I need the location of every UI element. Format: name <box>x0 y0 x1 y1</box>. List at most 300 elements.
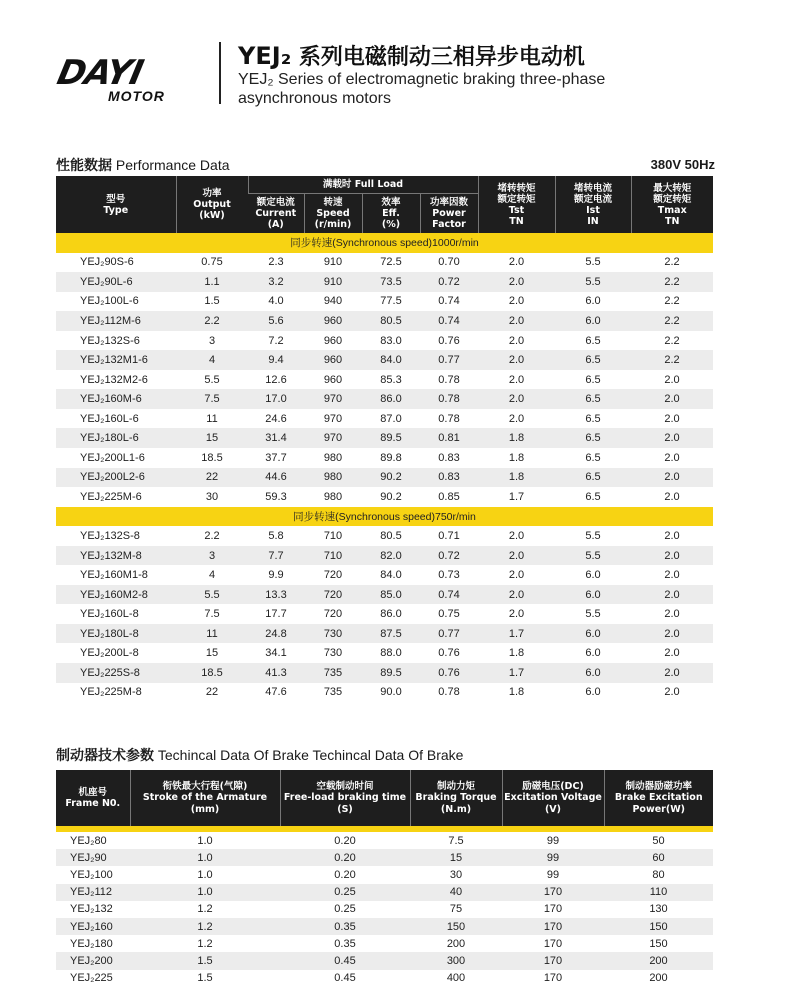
table-row <box>56 683 713 703</box>
col-braking-torque <box>410 770 502 826</box>
cell-eff: 77.5 <box>380 295 402 308</box>
cell-power-factor: 0.78 <box>420 389 478 409</box>
cell-output: 5.5 <box>204 373 220 386</box>
cell-excitation-power: 80 <box>652 868 665 881</box>
speed-group-label: 同步转速(Synchronous speed)1000r/min <box>56 233 713 253</box>
cell-type: YEJ₂160M-6 <box>56 389 176 409</box>
cell-excitation-power: 150 <box>604 918 713 935</box>
cell-tmax: 2.0 <box>631 389 713 409</box>
cell-type: YEJ₂132M2-6 <box>80 373 148 386</box>
page-title-cn <box>238 40 585 71</box>
col-tmax-unit: TN <box>665 215 680 227</box>
cell-tmax: 2.0 <box>664 569 680 582</box>
cell-braking-time: 0.25 <box>280 884 410 901</box>
col-pf-cn: 功率因数 <box>430 196 469 208</box>
table-row <box>56 331 713 351</box>
cell-speed: 980 <box>304 468 362 488</box>
cell-type: YEJ₂90S-6 <box>80 256 134 269</box>
cell-ist: 6.0 <box>555 624 631 644</box>
col-speed-unit: (r/min) <box>314 218 352 230</box>
cell-power-factor: 0.74 <box>420 311 478 331</box>
page-header <box>0 0 789 130</box>
cell-stroke: 1.0 <box>197 834 213 847</box>
col-excitation-voltage-en: Excitation Voltage <box>504 792 602 804</box>
cell-output: 15 <box>205 647 219 660</box>
table-row <box>56 866 713 883</box>
cell-speed: 910 <box>323 256 343 269</box>
col-current-unit: (A) <box>267 218 284 230</box>
cell-ist: 6.0 <box>555 663 631 683</box>
cell-current: 5.8 <box>268 529 284 542</box>
cell-tmax: 2.0 <box>631 663 713 683</box>
cell-power-factor: 0.78 <box>438 373 460 386</box>
cell-type: YEJ₂180L-6 <box>56 428 176 448</box>
col-eff <box>362 193 420 233</box>
cell-tst: 2.0 <box>478 389 555 409</box>
cell-speed: 970 <box>304 428 362 448</box>
cell-tmax: 2.0 <box>631 428 713 448</box>
cell-type: YEJ₂225M-6 <box>80 490 142 503</box>
cell-eff: 88.0 <box>380 647 402 660</box>
col-eff-cn: 效率 <box>381 196 401 208</box>
cell-output: 4 <box>208 569 216 582</box>
cell-ist: 6.5 <box>585 451 601 464</box>
cell-current: 3.2 <box>248 272 304 292</box>
cell-tmax: 2.0 <box>631 624 713 644</box>
cell-ist: 6.0 <box>585 647 601 660</box>
cell-tmax: 2.2 <box>664 256 680 269</box>
cell-output: 15 <box>176 428 248 448</box>
cell-braking-time: 0.35 <box>334 937 356 950</box>
voltage-label: 380V 50Hz <box>650 157 715 172</box>
cell-output: 1.1 <box>176 272 248 292</box>
cell-stroke: 1.5 <box>197 972 213 985</box>
cell-tmax: 2.2 <box>664 334 680 347</box>
cell-type: YEJ₂200L1-6 <box>80 451 145 464</box>
cell-tst: 1.7 <box>478 624 555 644</box>
cell-tst: 2.0 <box>508 295 525 308</box>
cell-speed: 730 <box>323 647 343 660</box>
cell-tst: 1.8 <box>478 468 555 488</box>
cell-tst: 1.8 <box>508 686 525 699</box>
cell-power-factor: 0.76 <box>438 334 460 347</box>
cell-braking-torque: 200 <box>446 937 466 950</box>
cell-ist: 6.5 <box>555 389 631 409</box>
col-type <box>56 176 176 233</box>
cell-current: 41.3 <box>248 663 304 683</box>
cell-power-factor: 0.83 <box>420 468 478 488</box>
title-model: YEJ₂ <box>238 42 292 70</box>
cell-frame: YEJ₂90 <box>56 849 130 866</box>
col-tst-cn2: 额定转矩 <box>497 193 536 205</box>
table-row <box>56 546 713 566</box>
cell-tst: 2.0 <box>508 412 525 425</box>
cell-tst: 2.0 <box>508 608 525 621</box>
col-frame-en: Frame N0. <box>65 798 121 809</box>
table-row <box>56 272 713 292</box>
cell-eff: 89.8 <box>380 451 402 464</box>
cell-ist: 6.0 <box>585 295 601 308</box>
cell-speed: 940 <box>323 295 343 308</box>
cell-output: 18.5 <box>176 663 248 683</box>
cell-power-factor: 0.76 <box>438 647 460 660</box>
cell-tst: 2.0 <box>508 334 525 347</box>
cell-stroke: 1.0 <box>130 849 280 866</box>
table-row <box>56 952 713 969</box>
cell-eff: 90.2 <box>362 468 420 488</box>
cell-type: YEJ₂132S-6 <box>80 334 140 347</box>
col-excitation-power-en: Brake Excitation <box>614 792 703 804</box>
cell-braking-time: 0.45 <box>334 972 356 985</box>
cell-braking-time: 0.20 <box>334 868 356 881</box>
cell-eff: 73.5 <box>362 272 420 292</box>
col-braking-torque-cn: 制动力矩 <box>436 780 475 792</box>
cell-stroke: 1.5 <box>130 952 280 969</box>
cell-output: 11 <box>206 412 218 425</box>
cell-tst: 2.0 <box>478 546 555 566</box>
cell-braking-torque: 150 <box>410 918 502 935</box>
cell-frame: YEJ₂200 <box>56 952 130 969</box>
cell-braking-time: 0.20 <box>334 834 356 847</box>
table-row <box>56 663 713 683</box>
cell-eff: 85.3 <box>380 373 402 386</box>
performance-table-header <box>56 176 713 233</box>
brake-table <box>56 770 713 987</box>
cell-output: 22 <box>205 686 219 699</box>
cell-ist: 5.5 <box>555 272 631 292</box>
cell-frame: YEJ₂180 <box>70 937 113 950</box>
cell-current: 17.0 <box>248 389 304 409</box>
cell-braking-time: 0.45 <box>280 952 410 969</box>
cell-tmax: 2.0 <box>664 647 680 660</box>
cell-current: 9.9 <box>268 569 284 582</box>
col-ist <box>555 176 631 233</box>
col-stroke-cn: 衔铁最大行程(气隙) <box>162 780 248 792</box>
col-eff-en: Eff. <box>382 207 400 219</box>
cell-tmax: 2.0 <box>664 373 680 386</box>
col-type-en: Type <box>103 204 129 216</box>
cell-braking-torque: 40 <box>410 884 502 901</box>
cell-braking-torque: 300 <box>410 952 502 969</box>
cell-power-factor: 0.74 <box>420 585 478 605</box>
cell-frame: YEJ₂225 <box>70 972 113 985</box>
cell-current: 2.3 <box>268 256 284 269</box>
col-speed-cn: 转速 <box>323 196 343 208</box>
cell-tmax: 2.0 <box>664 686 680 699</box>
cell-tst: 1.8 <box>508 451 525 464</box>
cell-current: 12.6 <box>265 373 287 386</box>
table-row <box>56 849 713 866</box>
cell-tst: 1.8 <box>478 428 555 448</box>
cell-power-factor: 0.85 <box>438 490 460 503</box>
cell-type: YEJ₂160L-6 <box>80 412 139 425</box>
cell-braking-torque: 15 <box>410 849 502 866</box>
cell-speed: 970 <box>323 412 343 425</box>
cell-output: 3 <box>208 334 216 347</box>
cell-current: 9.4 <box>248 350 304 370</box>
col-ist-cn2: 额定电流 <box>574 193 613 205</box>
cell-output: 2.2 <box>204 529 220 542</box>
cell-stroke: 1.2 <box>197 937 213 950</box>
cell-eff: 85.0 <box>362 585 420 605</box>
cell-type: YEJ₂132M-8 <box>56 546 176 566</box>
cell-braking-torque: 400 <box>446 972 466 985</box>
cell-output: 0.75 <box>201 256 223 269</box>
cell-eff: 72.5 <box>380 256 402 269</box>
cell-type: YEJ₂225M-8 <box>80 686 142 699</box>
cell-power-factor: 0.71 <box>438 529 460 542</box>
cell-current: 24.6 <box>265 412 287 425</box>
speed-group-band <box>56 233 713 253</box>
cell-excitation-voltage: 99 <box>546 834 560 847</box>
cell-ist: 6.5 <box>585 334 601 347</box>
col-tmax <box>631 176 713 233</box>
logo-subtitle: MOTOR <box>108 88 165 104</box>
logo-wordmark: DAYI <box>53 53 147 93</box>
table-row <box>56 832 713 849</box>
cell-speed: 960 <box>304 311 362 331</box>
table-row <box>56 585 713 605</box>
cell-output: 7.5 <box>204 608 220 621</box>
col-excitation-power-unit: Power(W) <box>632 803 686 815</box>
cell-speed: 735 <box>323 686 343 699</box>
col-excitation-voltage-cn: 励磁电压(DC) <box>522 780 584 792</box>
cell-eff: 80.5 <box>380 529 402 542</box>
cell-type: YEJ₂160L-8 <box>80 608 139 621</box>
cell-eff: 83.0 <box>380 334 402 347</box>
cell-power-factor: 0.75 <box>438 608 460 621</box>
cell-eff: 87.0 <box>380 412 402 425</box>
cell-type: YEJ₂200L-8 <box>80 647 139 660</box>
performance-table <box>56 176 713 702</box>
cell-output: 30 <box>205 490 219 503</box>
col-pf-unit: Factor <box>432 218 466 230</box>
cell-eff: 84.0 <box>380 569 402 582</box>
table-row <box>56 526 713 546</box>
table-row <box>56 643 713 663</box>
cell-speed: 720 <box>323 569 343 582</box>
cell-tmax: 2.2 <box>631 272 713 292</box>
cell-output: 18.5 <box>201 451 223 464</box>
cell-excitation-power: 200 <box>604 952 713 969</box>
cell-type: YEJ₂160M2-8 <box>56 585 176 605</box>
cell-excitation-power: 50 <box>652 834 665 847</box>
cell-eff: 80.5 <box>362 311 420 331</box>
cell-ist: 6.5 <box>585 490 601 503</box>
cell-excitation-voltage: 170 <box>502 918 604 935</box>
col-excitation-power-cn: 制动器励磁功率 <box>625 780 692 792</box>
cell-eff: 84.0 <box>362 350 420 370</box>
cell-power-factor: 0.78 <box>438 686 460 699</box>
table-row <box>56 448 713 468</box>
cell-ist: 6.0 <box>585 686 601 699</box>
cell-tmax: 2.0 <box>664 451 680 464</box>
col-excitation-power <box>604 770 713 826</box>
cell-excitation-power: 150 <box>649 937 668 950</box>
col-eff-unit: (%) <box>381 218 401 230</box>
cell-output: 11 <box>176 624 248 644</box>
title-cn-text: 系列电磁制动三相异步电动机 <box>298 45 585 70</box>
cell-speed: 720 <box>304 585 362 605</box>
brake-section-title <box>56 745 463 765</box>
col-current-cn: 额定电流 <box>256 196 295 208</box>
col-excitation-voltage <box>502 770 604 826</box>
cell-tst: 2.0 <box>508 373 525 386</box>
speed-group-label: 同步转速(Synchronous speed)750r/min <box>56 507 713 527</box>
cell-type: YEJ₂160M1-8 <box>80 569 148 582</box>
cell-tst: 1.8 <box>508 647 525 660</box>
col-braking-time-unit: (S) <box>337 803 353 815</box>
performance-section-title <box>56 155 230 175</box>
col-output-cn: 功率 <box>202 188 222 199</box>
col-tmax-cn2: 额定转矩 <box>653 193 692 205</box>
cell-braking-torque: 7.5 <box>448 834 464 847</box>
cell-ist: 6.5 <box>555 350 631 370</box>
cell-eff: 90.0 <box>380 686 402 699</box>
cell-excitation-voltage: 99 <box>502 849 604 866</box>
cell-output: 1.5 <box>204 295 220 308</box>
col-ist-en: Ist <box>586 204 600 216</box>
cell-power-factor: 0.72 <box>420 546 478 566</box>
cell-speed: 960 <box>323 373 343 386</box>
performance-title-cn: 性能数据 <box>56 158 112 174</box>
col-pf-en: Power <box>432 207 466 219</box>
cell-speed: 910 <box>304 272 362 292</box>
cell-type: YEJ₂100L-6 <box>80 295 139 308</box>
cell-power-factor: 0.73 <box>438 569 460 582</box>
page-title-en: YEJ₂ Series of electromagnetic braking three-phase asynchronous motors <box>238 71 606 107</box>
table-row <box>56 389 713 409</box>
cell-braking-time: 0.20 <box>280 849 410 866</box>
cell-stroke: 1.2 <box>130 918 280 935</box>
brake-table-body <box>56 826 713 987</box>
col-frame-cn: 机座号 <box>78 786 107 798</box>
table-row <box>56 604 713 624</box>
cell-type: YEJ₂200L2-6 <box>56 468 176 488</box>
table-row <box>56 292 713 312</box>
col-braking-time <box>280 770 410 826</box>
cell-frame: YEJ₂80 <box>70 834 107 847</box>
cell-tmax: 2.0 <box>664 412 680 425</box>
cell-current: 47.6 <box>265 686 287 699</box>
cell-excitation-voltage: 170 <box>502 884 604 901</box>
col-stroke <box>130 770 280 826</box>
cell-ist: 5.5 <box>555 546 631 566</box>
cell-power-factor: 0.78 <box>438 412 460 425</box>
performance-table-body <box>56 233 713 702</box>
cell-ist: 6.5 <box>555 428 631 448</box>
col-power-factor <box>420 193 478 233</box>
table-row <box>56 970 713 987</box>
brake-title-en: Techincal Data Of Brake Techincal Data Of Brake <box>157 747 464 763</box>
table-row <box>56 468 713 488</box>
table-row <box>56 918 713 935</box>
cell-current: 24.8 <box>248 624 304 644</box>
cell-eff: 89.5 <box>362 663 420 683</box>
cell-tst: 1.7 <box>508 490 525 503</box>
cell-tmax: 2.0 <box>631 585 713 605</box>
cell-frame: YEJ₂100 <box>70 868 113 881</box>
cell-speed: 710 <box>323 529 343 542</box>
cell-current: 34.1 <box>265 647 287 660</box>
cell-current: 37.7 <box>265 451 287 464</box>
col-speed-en: Speed <box>316 207 350 219</box>
cell-ist: 6.0 <box>555 585 631 605</box>
cell-current: 17.7 <box>265 608 287 621</box>
col-tmax-cn1: 最大转矩 <box>653 182 692 194</box>
cell-eff: 82.0 <box>362 546 420 566</box>
table-row <box>56 565 713 585</box>
cell-speed: 735 <box>304 663 362 683</box>
cell-output: 4 <box>176 350 248 370</box>
cell-braking-torque: 75 <box>449 903 463 916</box>
cell-speed: 970 <box>304 389 362 409</box>
cell-power-factor: 0.74 <box>438 295 460 308</box>
col-group-fullload: 满载时 Full Load <box>248 176 478 193</box>
cell-type: YEJ₂180L-8 <box>56 624 176 644</box>
col-current <box>248 193 304 233</box>
cell-ist: 5.5 <box>585 529 601 542</box>
cell-type: YEJ₂132M1-6 <box>56 350 176 370</box>
cell-frame: YEJ₂112 <box>56 884 130 901</box>
col-ist-cn1: 堵转电流 <box>574 182 613 194</box>
cell-braking-time: 0.35 <box>280 918 410 935</box>
table-row <box>56 487 713 507</box>
cell-current: 7.7 <box>248 546 304 566</box>
table-row <box>56 624 713 644</box>
cell-tmax: 2.0 <box>631 546 713 566</box>
col-speed <box>304 193 362 233</box>
cell-current: 44.6 <box>248 468 304 488</box>
cell-ist: 6.0 <box>585 569 601 582</box>
cell-current: 5.6 <box>248 311 304 331</box>
cell-braking-torque: 30 <box>449 868 463 881</box>
col-output <box>176 176 248 233</box>
table-row <box>56 409 713 429</box>
cell-eff: 87.5 <box>362 624 420 644</box>
cell-type: YEJ₂225S-8 <box>56 663 176 683</box>
cell-current: 59.3 <box>265 490 287 503</box>
cell-power-factor: 0.83 <box>438 451 460 464</box>
cell-excitation-power: 200 <box>649 972 668 985</box>
cell-ist: 6.5 <box>585 412 601 425</box>
cell-power-factor: 0.72 <box>420 272 478 292</box>
cell-speed: 980 <box>323 451 343 464</box>
cell-ist: 6.0 <box>555 311 631 331</box>
cell-eff: 86.0 <box>380 608 402 621</box>
cell-tst: 2.0 <box>508 569 525 582</box>
cell-excitation-power: 60 <box>604 849 713 866</box>
col-tmax-en: Tmax <box>657 204 687 216</box>
col-ist-unit: IN <box>587 215 599 227</box>
cell-excitation-voltage: 170 <box>543 937 563 950</box>
cell-tmax: 2.0 <box>664 529 680 542</box>
cell-stroke: 1.0 <box>197 868 213 881</box>
cell-speed: 710 <box>304 546 362 566</box>
cell-tmax: 2.2 <box>664 295 680 308</box>
cell-speed: 980 <box>323 490 343 503</box>
cell-stroke: 1.0 <box>130 884 280 901</box>
cell-tmax: 2.2 <box>631 311 713 331</box>
cell-power-factor: 0.77 <box>420 624 478 644</box>
cell-speed: 960 <box>304 350 362 370</box>
cell-stroke: 1.2 <box>197 903 213 916</box>
col-tst-unit: TN <box>509 215 524 227</box>
cell-output: 7.5 <box>176 389 248 409</box>
table-row <box>56 428 713 448</box>
cell-current: 4.0 <box>268 295 284 308</box>
cell-excitation-power: 130 <box>649 903 668 916</box>
